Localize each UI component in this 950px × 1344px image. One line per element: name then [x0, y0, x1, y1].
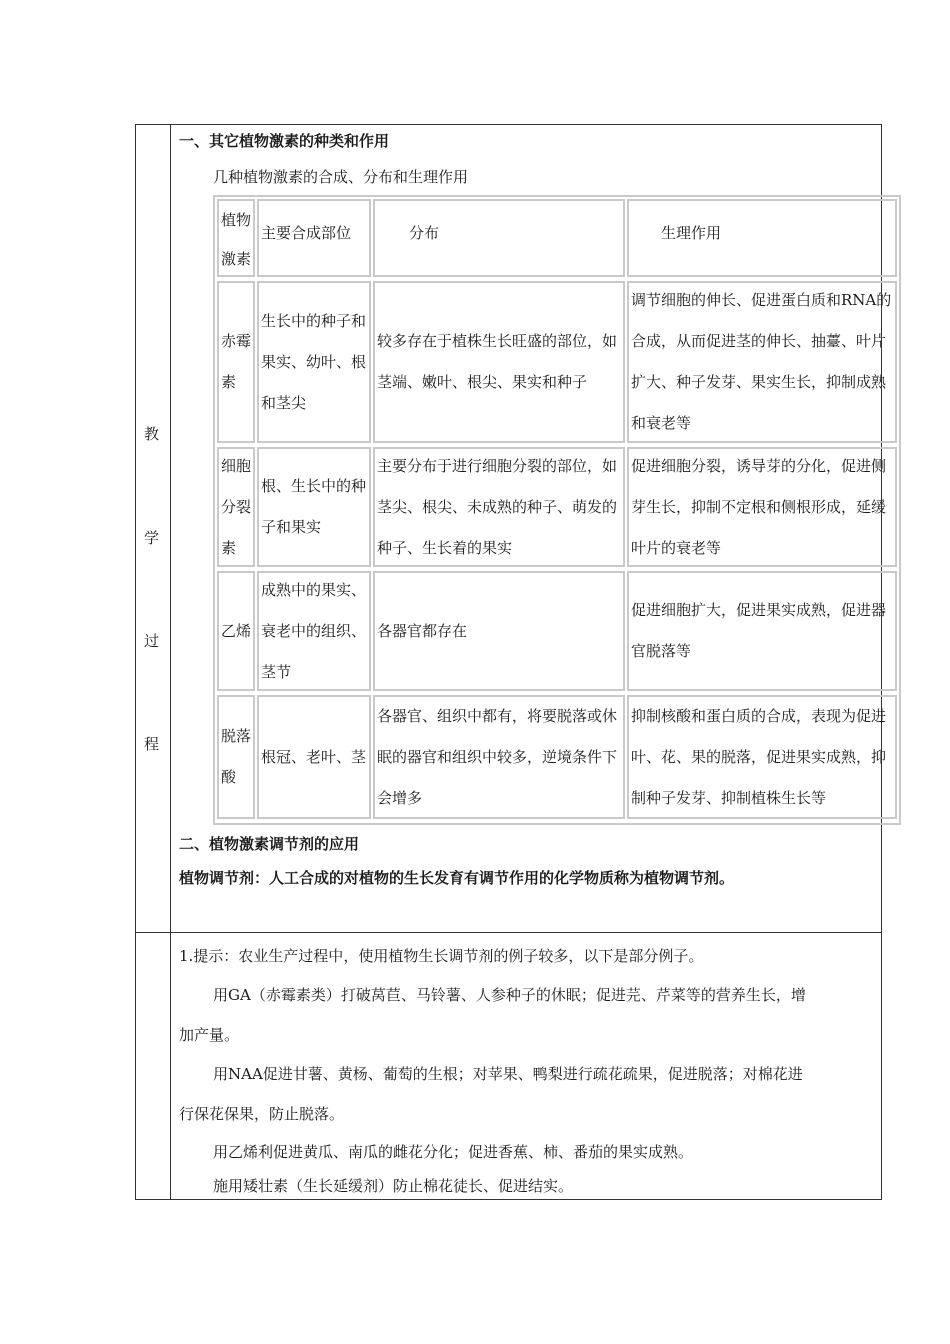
hint-paragraph: 用乙烯利促进黄瓜、南瓜的雌花分化；促进香蕉、柿、番茄的果实成熟。: [213, 1143, 694, 1161]
left-label-char: 过: [144, 632, 160, 650]
left-label-char: 学: [144, 529, 160, 547]
lesson-table: [135, 124, 892, 1200]
header-cell-hormone: 植物激素: [217, 199, 255, 277]
left-label-char: 程: [144, 735, 160, 753]
header-cell-site: 主要合成部位: [257, 199, 371, 277]
hint-paragraph: 用GA（赤霉素类）打破莴苣、马铃薯、人参种子的休眠；促进芫、芹菜等的营养生长，增: [213, 986, 806, 1004]
table-caption: 几种植物激素的合成、分布和生理作用: [213, 168, 469, 186]
table-cell-distribution: 各器官都存在: [373, 571, 625, 691]
hormone-table: [213, 195, 901, 825]
table-cell-hormone: 赤霉素: [217, 281, 255, 443]
definition-text: 植物调节剂：人工合成的对植物的生长发育有调节作用的化学物质称为植物调节剂。: [179, 869, 735, 887]
table-cell-site: 根、生长中的种子和果实: [257, 447, 371, 567]
table-cell-hormone: 脱落酸: [217, 695, 255, 819]
table-cell-site: 生长中的种子和果实、幼叶、根和茎尖: [257, 281, 371, 443]
table-cell-distribution: 较多存在于植株生长旺盛的部位，如茎端、嫩叶、根尖、果实和种子: [373, 281, 625, 443]
left-empty-column: [136, 933, 171, 1199]
hint-paragraph: 行保花保果，防止脱落。: [179, 1105, 345, 1123]
hint-cell: [171, 933, 881, 1199]
content-cell: [171, 125, 892, 932]
hint-paragraph: 加产量。: [179, 1026, 240, 1044]
left-label-column: [136, 125, 171, 932]
hint-paragraph: 施用矮壮素（生长延缓剂）防止棉花徒长、促进结实。: [213, 1177, 574, 1195]
hint-row: [136, 933, 881, 1199]
section1-title: 一、其它植物激素的种类和作用: [179, 132, 390, 150]
table-cell-function: 促进细胞扩大，促进果实成熟，促进器官脱落等: [627, 571, 897, 691]
table-cell-distribution: 各器官、组织中都有，将要脱落或休眠的器官和组织中较多，逆境条件下会增多: [373, 695, 625, 819]
left-label-char: 教: [144, 425, 160, 443]
header-cell-distribution: 分布: [373, 199, 625, 277]
table-cell-hormone: 细胞分裂素: [217, 447, 255, 567]
table-cell-site: 根冠、老叶、茎: [257, 695, 371, 819]
table-cell-function: 抑制核酸和蛋白质的合成，表现为促进叶、花、果的脱落，促进果实成熟，抑制种子发芽、抑制植株生长等: [627, 695, 897, 819]
teaching-process-row: [136, 125, 892, 933]
hint-paragraph: 用NAA促进甘薯、黄杨、葡萄的生根；对苹果、鸭梨进行疏花疏果，促进脱落；对棉花进: [213, 1065, 803, 1083]
header-cell-function: 生理作用: [627, 199, 897, 277]
table-cell-distribution: 主要分布于进行细胞分裂的部位，如茎尖、根尖、未成熟的种子、萌发的种子、生长着的果实: [373, 447, 625, 567]
table-cell-function: 调节细胞的伸长、促进蛋白质和RNA的合成，从而促进茎的伸长、抽薹、叶片扩大、种子发芽、果实生长，抑制成熟和衰老等: [627, 281, 897, 443]
section2-title: 二、植物激素调节剂的应用: [179, 835, 360, 853]
table-cell-function: 促进细胞分裂，诱导芽的分化，促进侧芽生长，抑制不定根和侧根形成，延缓叶片的衰老等: [627, 447, 897, 567]
hint-line: 1.提示：农业生产过程中，使用植物生长调节剂的例子较多，以下是部分例子。: [179, 947, 704, 965]
table-cell-site: 成熟中的果实、衰老中的组织、茎节: [257, 571, 371, 691]
table-cell-hormone: 乙烯: [217, 571, 255, 691]
